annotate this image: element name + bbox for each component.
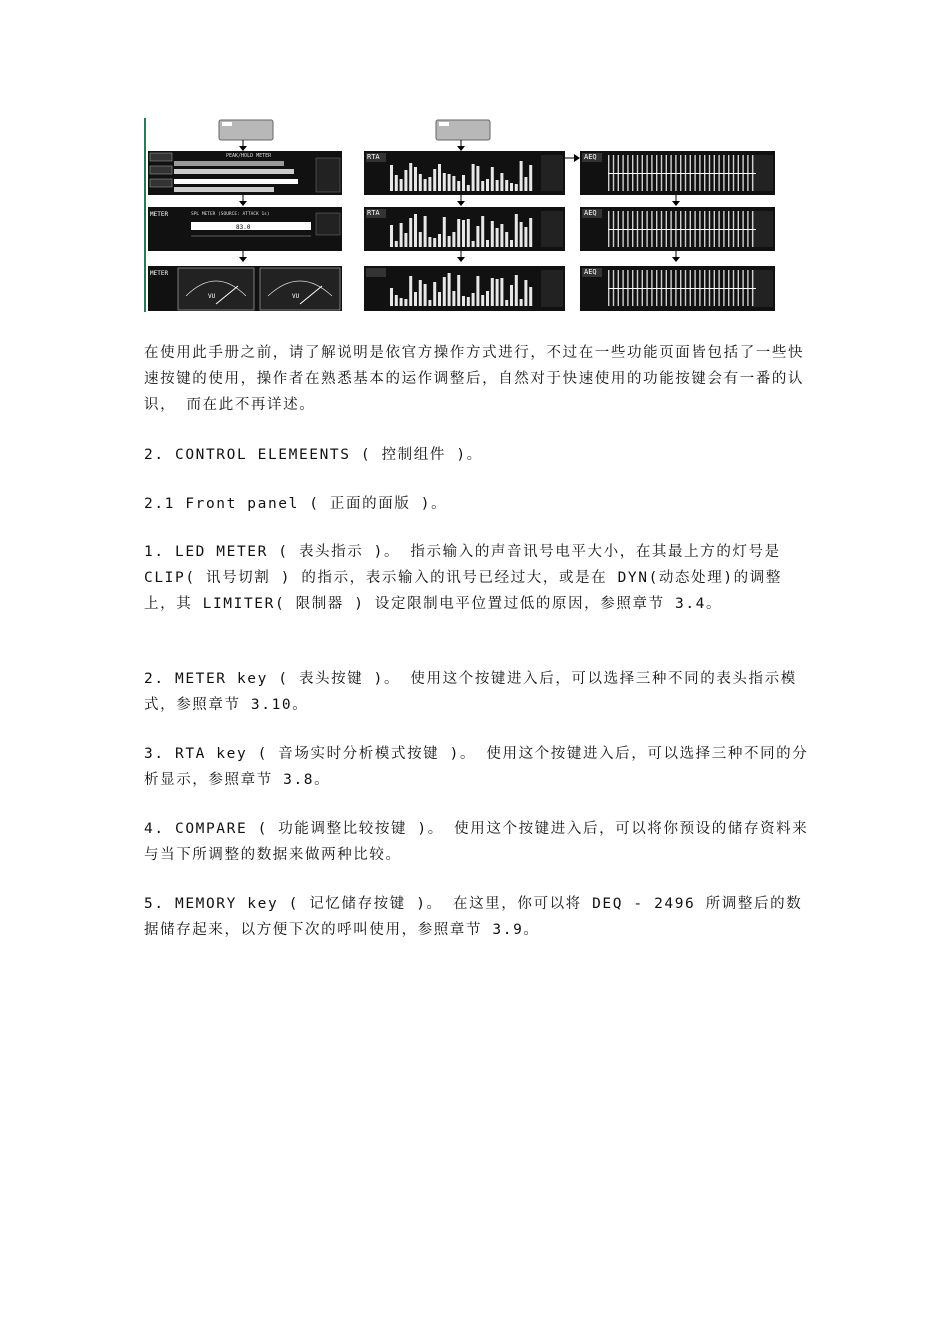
rta-bar — [457, 181, 460, 191]
rta-bar — [524, 177, 527, 191]
svg-text:83.0: 83.0 — [236, 224, 251, 231]
rta-bar — [500, 224, 503, 247]
meter-key-led — [222, 122, 232, 126]
rta-bar — [390, 288, 393, 306]
rta-bar — [462, 220, 465, 247]
rta-bar — [476, 226, 479, 247]
rta-bar — [496, 279, 499, 306]
aeq-curve — [608, 229, 756, 230]
rta-bar — [424, 216, 427, 247]
svg-text:AEQ: AEQ — [584, 209, 597, 217]
svg-text:RTA: RTA — [367, 209, 380, 217]
rta-bar — [500, 173, 503, 191]
svg-text:METER: METER — [150, 211, 169, 218]
rta-bar — [452, 176, 455, 191]
rta-bar — [443, 217, 446, 247]
rta-bar — [520, 299, 523, 306]
aeq-lcd-group — [580, 151, 775, 311]
rta-lcd-3-tag-box — [366, 268, 386, 277]
subsection-heading-front-panel: 2.1 Front panel ( 正面的面版 )。 — [144, 496, 448, 512]
rta-bar — [481, 216, 484, 247]
rta-bar — [424, 284, 427, 306]
rta-bar — [467, 219, 470, 247]
rta-bar — [448, 236, 451, 247]
rta-bar — [481, 181, 484, 191]
rta-bar — [433, 282, 436, 306]
svg-text:SPL METER (SOURCE: ATTACK 1s): SPL METER (SOURCE: ATTACK 1s) — [191, 212, 270, 217]
svg-text:AEQ: AEQ — [584, 268, 597, 276]
svg-text:PEAK/HOLD METER: PEAK/HOLD METER — [226, 153, 272, 159]
rta-bar — [428, 300, 431, 306]
rta-bar — [529, 287, 532, 306]
rta-bar — [529, 165, 532, 191]
rta-bar — [443, 173, 446, 191]
meter-lcd-vu — [148, 266, 342, 311]
svg-text:METER: METER — [150, 270, 169, 277]
rta-bar — [448, 273, 451, 306]
rta-bar — [428, 237, 431, 247]
rta-bar — [496, 228, 499, 247]
rta-bar — [452, 232, 455, 247]
rta-bar — [481, 295, 484, 306]
rta-bar — [419, 232, 422, 247]
svg-text:VU: VU — [292, 293, 300, 300]
rta-bar — [486, 291, 489, 306]
rta-bar — [433, 169, 436, 191]
rta-bar — [515, 275, 518, 306]
meter-lcd-peak-hold — [148, 151, 342, 195]
rta-bar — [404, 170, 407, 191]
rta-bar — [419, 174, 422, 191]
rta-bar — [520, 161, 523, 191]
rta-bar — [395, 175, 398, 191]
rta-bar — [472, 241, 475, 247]
rta-bar — [424, 179, 427, 191]
item-meter-key: 2. METER key ( 表头按键 )。 使用这个按键进入后，可以选择三种不同的表头指示模式，参照章节 3.10。 — [144, 671, 797, 713]
rta-lcd-2-side-panel — [541, 211, 563, 247]
rta-bar — [467, 185, 470, 191]
rta-bar — [515, 214, 518, 247]
rta-bar — [505, 232, 508, 247]
aeq-curve — [608, 288, 756, 289]
rta-bar — [400, 223, 403, 247]
rta-bar — [419, 280, 422, 306]
rta-bar — [443, 277, 446, 306]
rta-bar — [433, 238, 436, 247]
rta-bar — [510, 183, 513, 191]
svg-text:AEQ: AEQ — [584, 153, 597, 161]
rta-bar — [452, 291, 455, 306]
section-heading-control-elements: 2. CONTROL ELEMEENTS ( 控制组件 )。 — [144, 447, 483, 463]
rta-bar — [395, 295, 398, 306]
lcd-diagram — [146, 118, 777, 312]
rta-lcd-group — [364, 151, 565, 311]
rta-bar — [404, 299, 407, 306]
rta-bar — [510, 240, 513, 247]
intro-paragraph: 在使用此手册之前，请了解说明是依官方操作方式进行，不过在一些功能页面皆包括了一些快速按键的使用，操作者在熟悉基本的运作调整后，自然对于快速使用的功能按键会有一番的认识， 而在此不再详述。 — [144, 345, 805, 413]
rta-bar — [524, 280, 527, 306]
rta-bar — [462, 296, 465, 306]
rta-bar — [515, 184, 518, 191]
rta-bar — [438, 292, 441, 306]
rta-bar — [505, 180, 508, 191]
rta-bar — [414, 167, 417, 191]
rta-bar — [472, 293, 475, 306]
rta-bar — [414, 214, 417, 247]
rta-lcd-1-side-panel — [541, 155, 563, 191]
rta-bar — [409, 218, 412, 247]
rta-bar — [438, 164, 441, 191]
rta-bar — [486, 240, 489, 247]
rta-bar — [491, 221, 494, 247]
rta-key-led — [439, 122, 449, 126]
rta-bar — [510, 285, 513, 306]
rta-bar — [491, 167, 494, 191]
rta-bar — [409, 276, 412, 306]
rta-bar — [462, 175, 465, 191]
rta-bar — [390, 225, 393, 247]
item-rta-key: 3. RTA key ( 音场实时分析模式按键 )。 使用这个按键进入后，可以选择三种不同的分析显示，参照章节 3.8。 — [144, 746, 809, 788]
rta-bar — [500, 278, 503, 306]
item-memory-key: 5. MEMORY key ( 记忆储存按键 )。 在这里，你可以将 DEQ - 2496 所调整后的数据储存起来，以方便下次的呼叫使用，参照章节 3.9。 — [144, 896, 803, 938]
rta-bar — [491, 278, 494, 306]
lcd-screens-figure — [144, 118, 777, 312]
rta-bar — [409, 163, 412, 191]
svg-text:RTA: RTA — [367, 153, 380, 161]
rta-lcd-3-side-panel — [541, 270, 563, 307]
rta-bar — [390, 165, 393, 191]
rta-bar — [457, 219, 460, 247]
item-compare: 4. COMPARE ( 功能调整比较按键 )。 使用这个按键进入后，可以将你预设的储存资料来与当下所调整的数据来做两种比较。 — [144, 821, 809, 863]
svg-text:VU: VU — [208, 293, 216, 300]
rta-bar — [505, 300, 508, 306]
rta-bar — [448, 174, 451, 191]
item-led-meter: 1. LED METER ( 表头指示 )。 指示输入的声音讯号电平大小，在其最上方的灯号是CLIP( 讯号切割 ) 的指示，表示输入的讯号已经过大，或是在 DYN(动态处理)的调整上，其 LIMITER( 限制器 ) 设定限制电平位置过低的原因，参照章节 3.4。 — [144, 544, 782, 612]
rta-bar — [496, 180, 499, 191]
rta-bar — [400, 298, 403, 306]
rta-bar — [467, 297, 470, 306]
rta-bar — [400, 179, 403, 191]
aeq-curve — [608, 173, 756, 174]
rta-bar — [395, 241, 398, 247]
rta-bar — [529, 218, 532, 247]
meter-lcd-spl — [148, 207, 342, 251]
rta-bar — [472, 164, 475, 191]
rta-bar — [428, 177, 431, 191]
rta-bar — [520, 222, 523, 247]
rta-bar — [404, 233, 407, 247]
rta-bar — [457, 275, 460, 306]
rta-bar — [476, 276, 479, 306]
rta-bar — [486, 179, 489, 191]
rta-bar — [438, 234, 441, 247]
rta-bar — [414, 292, 417, 306]
rta-bar — [524, 227, 527, 247]
rta-bar — [476, 166, 479, 191]
